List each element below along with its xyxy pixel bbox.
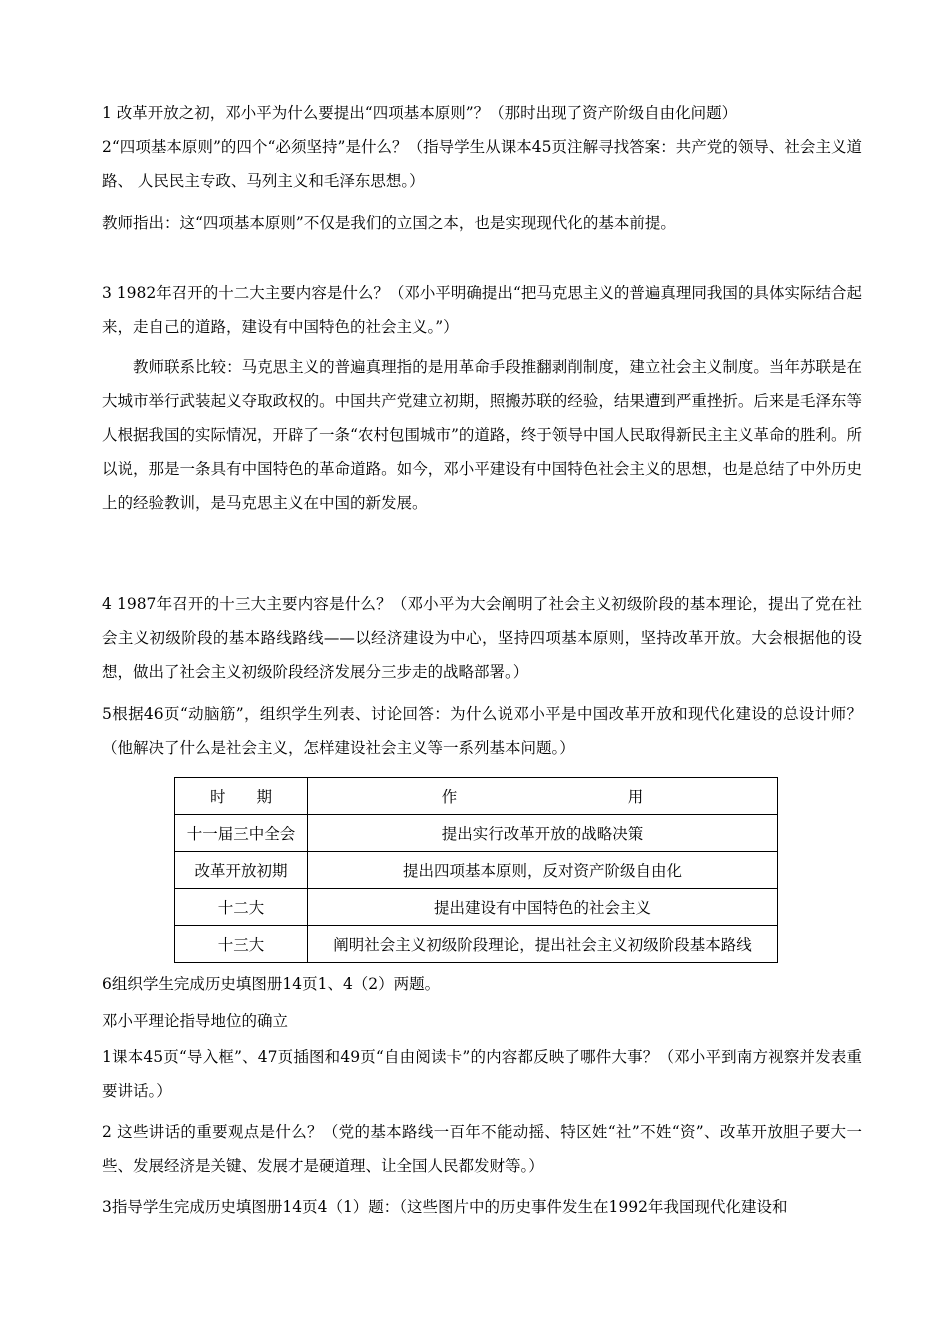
paragraph-r2: 2 这些讲话的重要观点是什么？（党的基本路线一百年不能动摇、特区姓“社”不姓“资”、改革开放胆子要大一些、发展经济是关键、发展才是硬道理、让全国人民都发财等。） xyxy=(102,1123,862,1175)
paragraph-q3: 3 1982年召开的十二大主要内容是什么？（邓小平明确提出“把马克思主义的普遍真理同我国的具体实际结合起来，走自己的道路，建设有中国特色的社会主义。”） xyxy=(102,284,862,336)
table-cell-role: 提出建设有中国特色的社会主义 xyxy=(308,889,778,926)
table-header-role: 作 用 xyxy=(308,778,778,815)
table-row xyxy=(175,889,778,926)
section-heading: 邓小平理论指导地位的确立 xyxy=(102,1012,289,1030)
table-header-row xyxy=(175,778,778,815)
table-cell-period: 十三大 xyxy=(175,926,308,963)
paragraph-q2: 2“四项基本原则”的四个“必须坚持”是什么？（指导学生从课本45页注解寻找答案：共产党的领导、社会主义道路、 人民民主专政、马列主义和毛泽东思想。） xyxy=(102,138,862,190)
table-header-period: 时 期 xyxy=(175,778,308,815)
paragraph-q6: 6组织学生完成历史填图册14页1、4（2）两题。 xyxy=(102,975,441,993)
table-cell-role: 阐明社会主义初级阶段理论，提出社会主义初级阶段基本路线 xyxy=(308,926,778,963)
table-cell-period: 十一届三中全会 xyxy=(175,815,308,852)
paragraph-teacher-note: 教师指出：这“四项基本原则”不仅是我们的立国之本，也是实现现代化的基本前提。 xyxy=(102,214,676,232)
paragraph-r3: 3指导学生完成历史填图册14页4（1）题：（这些图片中的历史事件发生在1992年我国现代化建设和 xyxy=(102,1198,788,1216)
table-row xyxy=(175,815,778,852)
role-table xyxy=(174,777,778,963)
table-cell-period: 十二大 xyxy=(175,889,308,926)
paragraph-teacher-comparison: 教师联系比较：马克思主义的普遍真理指的是用革命手段推翻剥削制度，建立社会主义制度。当年苏联是在大城市举行武装起义夺取政权的。中国共产党建立初期，照搬苏联的经验，结果遭到严重挫折。后来是毛泽东等人根据我国的实际情况，开辟了一条“农村包围城市”的道路，终于领导中国人民取得新民主主义革命的胜利。所以说，那是一条具有中国特色的革命道路。如今，邓小平建设有中国特色社会主义的思想，也是总结了中外历史上的经验教训，是马克思主义在中国的新发展。 xyxy=(102,358,862,512)
table-row xyxy=(175,852,778,889)
table-cell-role: 提出四项基本原则，反对资产阶级自由化 xyxy=(308,852,778,889)
table-row xyxy=(175,926,778,963)
paragraph-q4: 4 1987年召开的十三大主要内容是什么？（邓小平为大会阐明了社会主义初级阶段的基本理论，提出了党在社会主义初级阶段的基本路线路线——以经济建设为中心，坚持四项基本原则，坚持改革开放。大会根据他的设想，做出了社会主义初级阶段经济发展分三步走的战略部署。） xyxy=(102,595,862,681)
table-cell-role: 提出实行改革开放的战略决策 xyxy=(308,815,778,852)
paragraph-r1: 1课本45页“导入框”、47页插图和49页“自由阅读卡”的内容都反映了哪件大事？（邓小平到南方视察并发表重要讲话。） xyxy=(102,1048,862,1100)
table-cell-period: 改革开放初期 xyxy=(175,852,308,889)
paragraph-q5: 5根据46页“动脑筋”，组织学生列表、讨论回答：为什么说邓小平是中国改革开放和现代化建设的总设计师？（他解决了什么是社会主义，怎样建设社会主义等一系列基本问题。） xyxy=(102,705,862,757)
paragraph-q1: 1 改革开放之初，邓小平为什么要提出“四项基本原则”？（那时出现了资产阶级自由化问题） xyxy=(102,104,738,122)
